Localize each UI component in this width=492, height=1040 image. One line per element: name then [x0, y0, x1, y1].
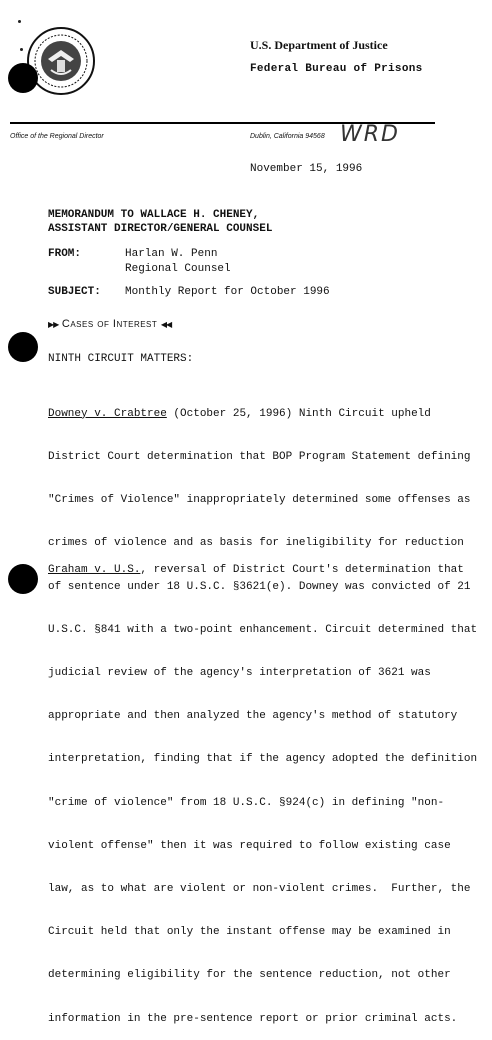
memo-to-line2: ASSISTANT DIRECTOR/GENERAL COUNSEL: [48, 223, 273, 235]
handwritten-stamp: WRD: [340, 122, 400, 147]
paragraph-line: of sentence under 18 U.S.C. §3621(e). Downey was convicted of 21: [48, 580, 471, 593]
subject-label: SUBJECT:: [48, 286, 101, 298]
from-title: Regional Counsel: [125, 263, 231, 275]
paragraph-line: determining eligibility for the sentence reduction, not other: [48, 969, 451, 982]
paragraph-line: U.S.C. §841 with a two-point enhancement. Circuit determined that: [48, 623, 478, 636]
case-date-text: (October 25, 1996) Ninth Circuit upheld: [166, 407, 431, 420]
cases-heading-text: Cases of Interest: [61, 318, 158, 330]
case-text: , reversal of District Court's determination that: [140, 564, 464, 576]
paragraph-line: violent offense" then it was required to follow existing case: [48, 839, 451, 852]
paragraph-line: crimes of violence and as basis for ineligibility for reduction: [48, 537, 464, 550]
left-arrows-icon: ◀◀: [160, 320, 172, 329]
section-heading: NINTH CIRCUIT MATTERS:: [48, 353, 194, 365]
case-name: Graham v. U.S.: [48, 564, 141, 576]
case-name: Downey v. Crabtree: [48, 407, 167, 420]
department-name: U.S. Department of Justice: [250, 38, 388, 52]
office-label: Office of the Regional Director: [10, 133, 104, 140]
paragraph-line: "crime of violence" from 18 U.S.C. §924(c) in defining "non-: [48, 796, 445, 809]
second-case-line: [48, 563, 464, 578]
paragraph-line: appropriate and then analyzed the agency's method of statutory: [48, 710, 458, 723]
paragraph-line: judicial review of the agency's interpretation of 3621 was: [48, 667, 431, 680]
paragraph-first-line: [48, 407, 448, 421]
location-label: Dublin, California 94568: [250, 133, 325, 140]
scan-speck: [18, 20, 21, 23]
paragraph-line: interpretation, finding that if the agency adopted the definition: [48, 753, 478, 766]
paragraph-line: law, as to what are violent or non-violent crimes. Further, the: [48, 883, 471, 896]
subject-value: Monthly Report for October 1996: [125, 286, 330, 298]
bureau-name: Federal Bureau of Prisons: [250, 63, 423, 75]
cases-heading: [48, 318, 171, 330]
from-name: Harlan W. Penn: [125, 248, 218, 260]
scan-speck: [20, 48, 23, 51]
punch-hole: [8, 564, 38, 594]
memo-to-line1: MEMORANDUM TO WALLACE H. CHENEY,: [48, 209, 260, 221]
punch-hole: [8, 63, 38, 93]
paragraph-line: information in the pre-sentence report or prior criminal acts.: [48, 1012, 458, 1025]
paragraph-line: District Court determination that BOP Program Statement defining: [48, 451, 471, 464]
case-paragraph: [48, 378, 478, 1040]
doj-seal-icon: [26, 26, 96, 96]
from-label: FROM:: [48, 248, 82, 260]
paragraph-line: "Crimes of Violence" inappropriately determined some offenses as: [48, 494, 471, 507]
right-arrows-icon: ▶▶: [48, 320, 59, 329]
paragraph-line: Circuit held that only the instant offense may be examined in: [48, 926, 451, 939]
memo-date: November 15, 1996: [250, 163, 363, 175]
punch-hole: [8, 332, 38, 362]
